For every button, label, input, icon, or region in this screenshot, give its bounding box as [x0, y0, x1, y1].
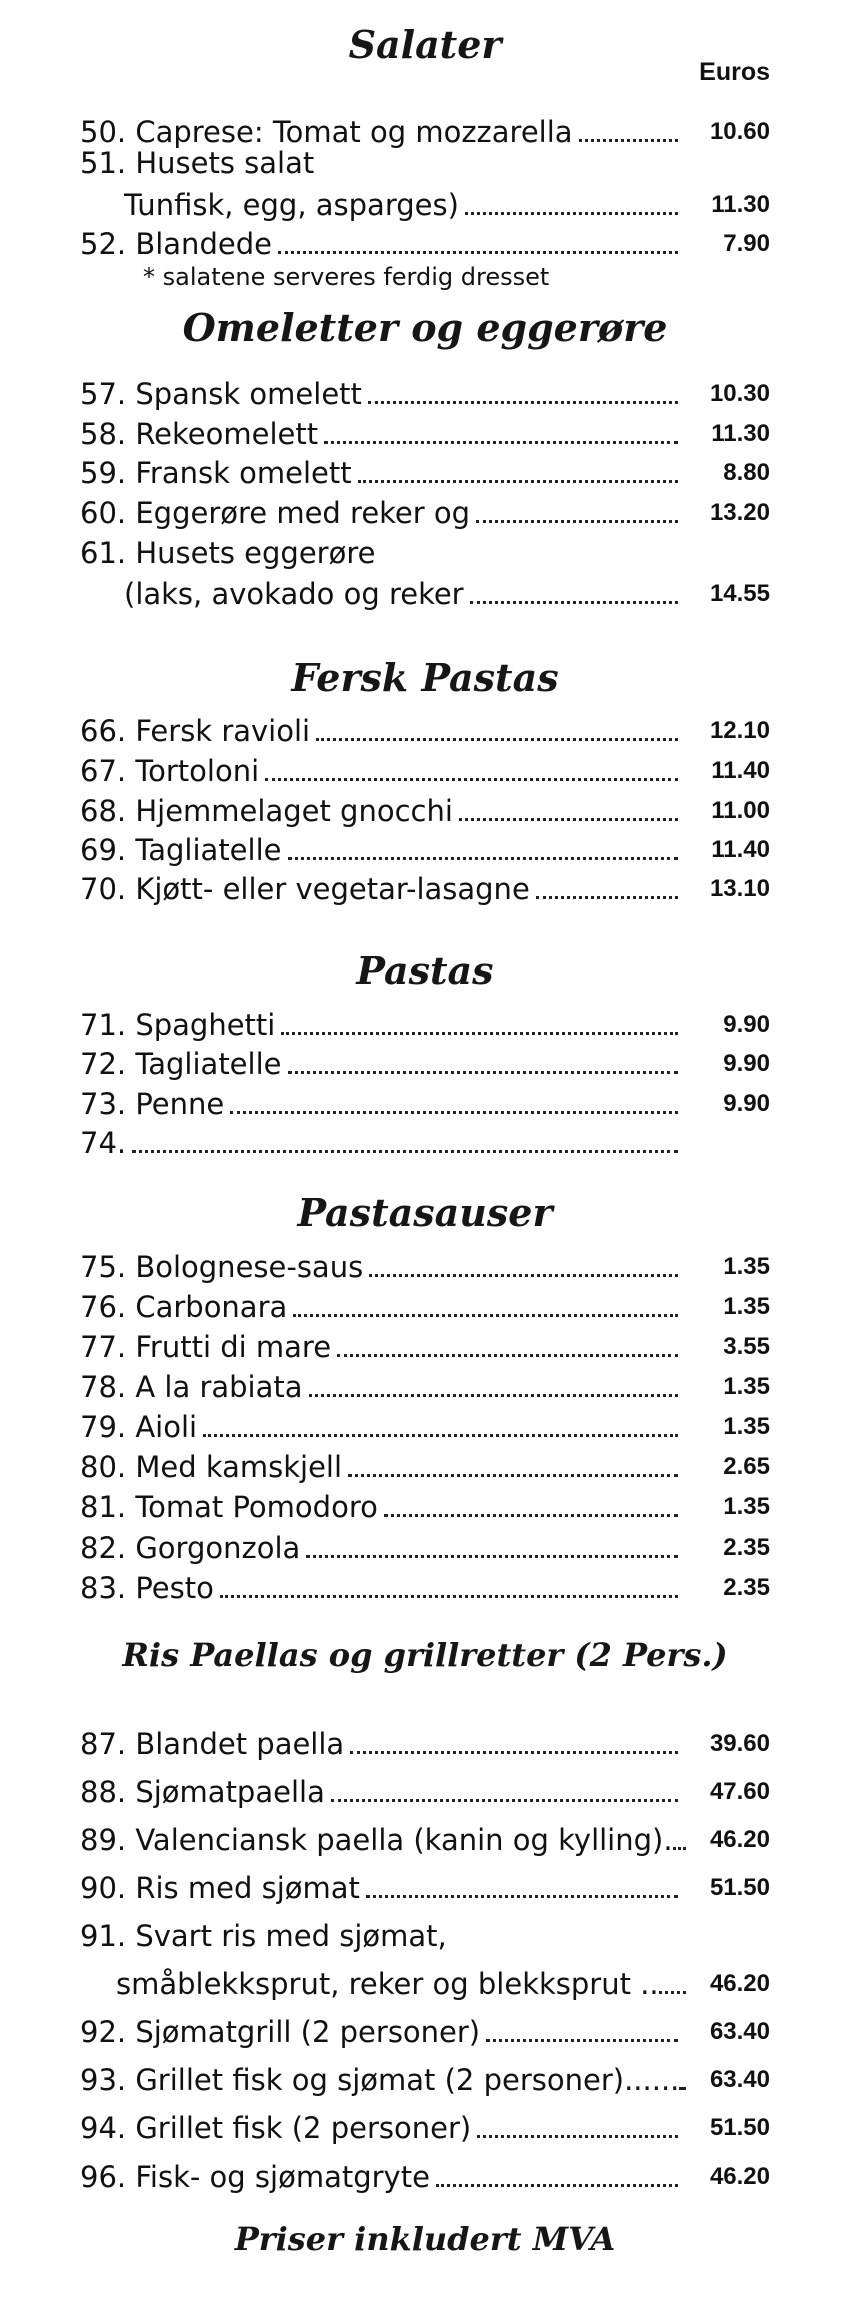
dot-leader: [369, 1247, 678, 1287]
item-name: 73. Penne: [80, 1087, 225, 1121]
dot-leader: [203, 1407, 678, 1447]
menu-item: [80, 1367, 770, 1407]
menu-item: [80, 1044, 770, 1084]
menu-item: [80, 1568, 770, 1608]
menu-item: [80, 224, 770, 264]
item-name: 79. Aioli: [80, 1410, 198, 1444]
menu-item: [80, 143, 770, 183]
menu-item: [80, 1123, 770, 1163]
item-price: 51.50: [709, 2114, 770, 2141]
section-title-paella: Ris Paellas og grillretter (2 Pers.): [122, 1636, 728, 1674]
item-name: 67. Tortoloni: [80, 754, 260, 788]
dot-leader: [288, 830, 679, 870]
menu-item: [80, 830, 770, 870]
item-price: 63.40: [709, 2018, 770, 2045]
item-price: 1.35: [723, 1493, 770, 1520]
menu-item: [80, 1287, 770, 1327]
menu-item: [80, 185, 770, 225]
menu-item: [80, 2157, 770, 2197]
item-name: 96. Fisk- og sjømatgryte: [80, 2160, 430, 2194]
item-name: 83. Pesto: [80, 1571, 214, 1605]
dot-leader: [465, 185, 678, 225]
dot-leader: [459, 791, 678, 831]
item-price: 12.10: [709, 717, 770, 744]
item-name: 88. Sjømatpaella: [80, 1775, 325, 1809]
item-price: 1.35: [723, 1293, 770, 1320]
menu-item: [80, 1724, 770, 1764]
item-price: 9.90: [723, 1090, 770, 1117]
menu-item: [80, 1327, 770, 1367]
item-price: 47.60: [709, 1778, 770, 1805]
item-name: 50. Caprese: Tomat og mozzarella: [80, 115, 573, 149]
dot-leader: [309, 1367, 678, 1407]
menu-item: [80, 533, 770, 573]
item-name: 80. Med kamskjell: [80, 1450, 343, 1484]
item-name: 94. Grillet fisk (2 personer): [80, 2111, 472, 2145]
item-price: 11.40: [711, 836, 770, 863]
item-price: 2.35: [723, 1534, 770, 1561]
item-price: 13.10: [709, 875, 770, 902]
dot-leader: [358, 453, 678, 493]
item-name: 57. Spansk omelett: [80, 377, 362, 411]
item-price: 39.60: [709, 1730, 770, 1757]
item-price: 8.80: [723, 459, 770, 486]
menu-item: [80, 1528, 770, 1568]
menu-item: [80, 374, 770, 414]
item-price: 14.55: [709, 580, 770, 607]
item-price: 10.60: [709, 118, 770, 145]
dot-leader: [477, 2108, 678, 2148]
menu-item: [80, 751, 770, 791]
item-price: 9.90: [723, 1050, 770, 1077]
item-name: 82. Gorgonzola: [80, 1531, 301, 1565]
item-name: Tunfisk, egg, asparges): [124, 188, 459, 222]
item-price: 13.20: [709, 499, 770, 526]
salad-note: * salatene serveres ferdig dresset: [143, 263, 550, 291]
dot-leader: [278, 224, 678, 264]
item-name: 90. Ris med sjømat: [80, 1871, 360, 1905]
menu-item: [80, 1447, 770, 1487]
item-price: 1.35: [723, 1253, 770, 1280]
dot-leader: [331, 1772, 678, 1812]
item-name: 59. Fransk omelett: [80, 456, 352, 490]
dot-leader: [316, 711, 678, 751]
item-price: 51.50: [709, 1874, 770, 1901]
dot-leader: [324, 414, 678, 454]
menu-item: [80, 1868, 770, 1908]
item-price: 46.20: [709, 1826, 770, 1853]
item-name: 76. Carbonara: [80, 1290, 288, 1324]
item-price: 46.20: [709, 2163, 770, 2190]
dot-leader: [132, 1123, 678, 1163]
item-price: 1.35: [723, 1413, 770, 1440]
section-title-fersk-pastas: Fersk Pastas: [291, 655, 559, 700]
dot-leader: [230, 1084, 678, 1124]
item-name: 70. Kjøtt- eller vegetar-lasagne: [80, 872, 530, 906]
item-name: 93. Grillet fisk og sjømat (2 personer)......: [80, 2063, 680, 2097]
dot-leader: [486, 2012, 678, 2052]
dot-leader: [220, 1568, 678, 1608]
item-name: 91. Svart ris med sjømat,: [80, 1919, 447, 1953]
item-name: 77. Frutti di mare: [80, 1330, 332, 1364]
menu-item: [80, 1916, 770, 1956]
dot-leader: [337, 1327, 678, 1367]
item-name: 69. Tagliatelle: [80, 833, 282, 867]
item-name: småblekksprut, reker og blekksprut ..: [116, 1967, 659, 2001]
item-name: (laks, avokado og reker: [124, 577, 464, 611]
item-name: 71. Spaghetti: [80, 1008, 276, 1042]
menu-item: [80, 791, 770, 831]
footer-note: Priser inkludert MVA: [234, 2220, 616, 2258]
menu-item: [80, 574, 770, 614]
dot-leader: [679, 2060, 686, 2100]
dot-leader: [306, 1528, 678, 1568]
dot-leader: [366, 1868, 678, 1908]
currency-label: Euros: [699, 58, 770, 86]
menu-item: [80, 2060, 770, 2100]
dot-leader: [288, 1044, 679, 1084]
item-price: 2.65: [723, 1453, 770, 1480]
item-name: 87. Blandet paella: [80, 1727, 345, 1761]
section-title-omeletter: Omeletter og eggerøre: [182, 305, 668, 350]
dot-leader: [368, 374, 678, 414]
item-name: 72. Tagliatelle: [80, 1047, 282, 1081]
item-price: 11.30: [711, 191, 770, 218]
dot-leader: [384, 1487, 678, 1527]
menu-item: [80, 493, 770, 533]
item-name: 78. A la rabiata: [80, 1370, 303, 1404]
menu-item: [80, 1487, 770, 1527]
menu-item: [80, 711, 770, 751]
dot-leader: [470, 574, 678, 614]
item-name: 92. Sjømatgrill (2 personer): [80, 2015, 481, 2049]
item-name: 75. Bolognese-saus: [80, 1250, 364, 1284]
item-price: 10.30: [709, 380, 770, 407]
item-name: 58. Rekeomelett: [80, 417, 319, 451]
menu-item: [80, 2108, 770, 2148]
item-price: 2.35: [723, 1574, 770, 1601]
item-name: 66. Fersk ravioli: [80, 714, 311, 748]
item-name: 89. Valenciansk paella (kanin og kylling).: [80, 1823, 673, 1857]
section-title-salater: Salater: [348, 22, 502, 67]
item-name: 68. Hjemmelaget gnocchi: [80, 794, 453, 828]
item-price: 11.00: [711, 797, 770, 824]
item-name: 61. Husets eggerøre: [80, 536, 376, 570]
menu-item: [80, 1084, 770, 1124]
item-price: 63.40: [709, 2066, 770, 2093]
menu-item: [80, 1772, 770, 1812]
dot-leader: [659, 1964, 686, 2004]
dot-leader: [350, 1724, 678, 1764]
dot-leader: [281, 1005, 678, 1045]
item-price: 7.90: [723, 230, 770, 257]
dot-leader: [436, 2157, 678, 2197]
dot-leader: [348, 1447, 678, 1487]
dot-leader: [265, 751, 678, 791]
menu-item: [80, 1820, 770, 1860]
item-price: 1.35: [723, 1373, 770, 1400]
item-price: 9.90: [723, 1011, 770, 1038]
menu-item: [80, 1407, 770, 1447]
menu-item: [80, 1247, 770, 1287]
item-name: 60. Eggerøre med reker og: [80, 496, 471, 530]
menu-item: [80, 1005, 770, 1045]
menu-item: [80, 2012, 770, 2052]
item-name: 52. Blandede: [80, 227, 272, 261]
item-price: 11.30: [711, 420, 770, 447]
dot-leader: [476, 493, 678, 533]
item-price: 3.55: [723, 1333, 770, 1360]
item-name: 74.: [80, 1126, 127, 1160]
menu-item: [80, 1964, 770, 2004]
section-title-pastasauser: Pastasauser: [297, 1190, 553, 1235]
menu-item: [80, 869, 770, 909]
section-title-pastas: Pastas: [356, 948, 494, 993]
menu-item: [80, 414, 770, 454]
item-price: 46.20: [709, 1970, 770, 1997]
dot-leader: [673, 1820, 686, 1860]
item-price: 11.40: [711, 757, 770, 784]
dot-leader: [536, 869, 678, 909]
dot-leader: [293, 1287, 678, 1327]
item-name: 51. Husets salat: [80, 146, 315, 180]
item-name: 81. Tomat Pomodoro: [80, 1490, 378, 1524]
menu-item: [80, 453, 770, 493]
